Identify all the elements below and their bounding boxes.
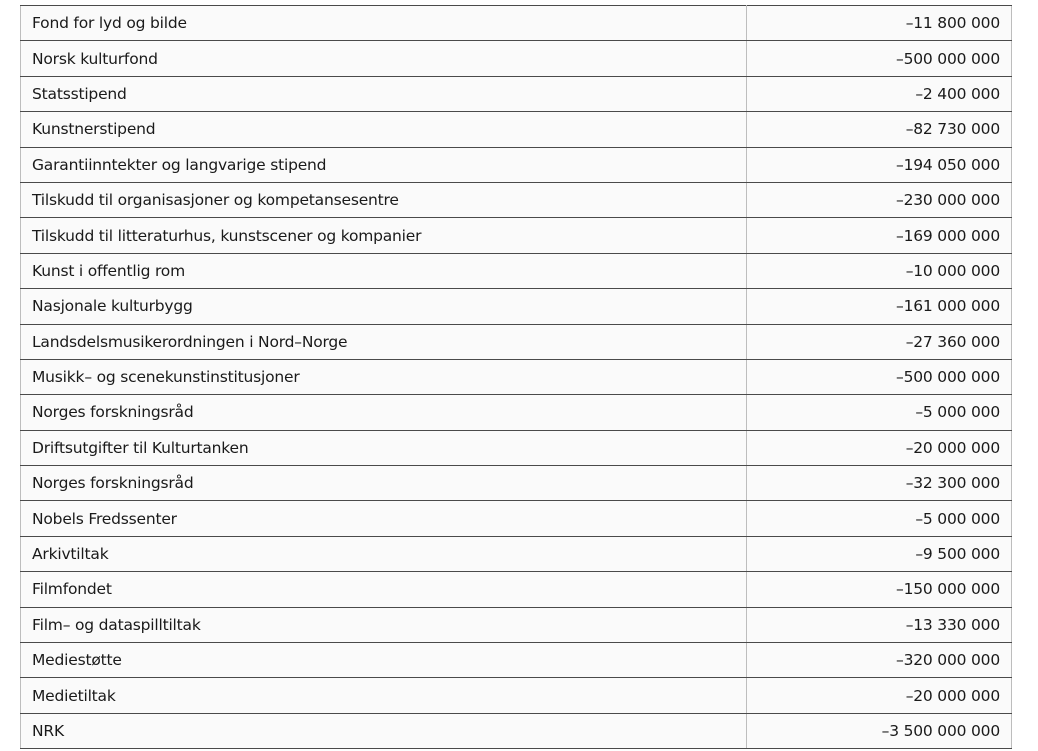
budget-table-body [21,6,1012,749]
table-row [21,536,1012,571]
row-name: Kunst i offentlig rom [21,253,747,288]
row-name: Arkivtiltak [21,536,747,571]
table-row [21,643,1012,678]
table-row [21,76,1012,111]
row-amount: –32 300 000 [747,466,1012,501]
row-amount: –500 000 000 [747,359,1012,394]
row-name: Fond for lyd og bilde [21,6,747,41]
row-name: Medietiltak [21,678,747,713]
table-row [21,430,1012,465]
table-row [21,501,1012,536]
table-row [21,218,1012,253]
row-name: Filmfondet [21,572,747,607]
row-amount: –169 000 000 [747,218,1012,253]
table-row [21,112,1012,147]
table-row [21,147,1012,182]
row-name: Nobels Fredssenter [21,501,747,536]
row-name: Norges forskningsråd [21,395,747,430]
table-row [21,607,1012,642]
row-amount: –3 500 000 000 [747,713,1012,748]
table-row [21,678,1012,713]
row-amount: –5 000 000 [747,501,1012,536]
row-name: Kunstnerstipend [21,112,747,147]
row-amount: –161 000 000 [747,289,1012,324]
row-amount: –20 000 000 [747,678,1012,713]
row-amount: –194 050 000 [747,147,1012,182]
table-row [21,253,1012,288]
row-amount: –500 000 000 [747,41,1012,76]
row-name: Norsk kulturfond [21,41,747,76]
row-name: Norges forskningsråd [21,466,747,501]
table-row [21,572,1012,607]
row-name: Tilskudd til litteraturhus, kunstscener og kompanier [21,218,747,253]
row-amount: –27 360 000 [747,324,1012,359]
row-name: Mediestøtte [21,643,747,678]
row-amount: –13 330 000 [747,607,1012,642]
row-name: Landsdelsmusikerordningen i Nord–Norge [21,324,747,359]
table-row [21,289,1012,324]
table-row [21,395,1012,430]
row-amount: –230 000 000 [747,182,1012,217]
row-amount: –150 000 000 [747,572,1012,607]
table-row [21,182,1012,217]
row-amount: –11 800 000 [747,6,1012,41]
row-name: Driftsutgifter til Kulturtanken [21,430,747,465]
row-name: Statsstipend [21,76,747,111]
table-row [21,6,1012,41]
row-amount: –20 000 000 [747,430,1012,465]
row-name: Musikk– og scenekunstinstitusjoner [21,359,747,394]
row-name: Tilskudd til organisasjoner og kompetansesentre [21,182,747,217]
budget-table [20,5,1012,749]
row-name: Film– og dataspilltiltak [21,607,747,642]
table-row [21,359,1012,394]
row-name: NRK [21,713,747,748]
row-amount: –9 500 000 [747,536,1012,571]
table-row [21,466,1012,501]
row-name: Garantiinntekter og langvarige stipend [21,147,747,182]
row-amount: –320 000 000 [747,643,1012,678]
table-row [21,713,1012,748]
row-amount: –82 730 000 [747,112,1012,147]
row-amount: –10 000 000 [747,253,1012,288]
table-row [21,41,1012,76]
row-amount: –2 400 000 [747,76,1012,111]
row-name: Nasjonale kulturbygg [21,289,747,324]
table-row [21,324,1012,359]
row-amount: –5 000 000 [747,395,1012,430]
